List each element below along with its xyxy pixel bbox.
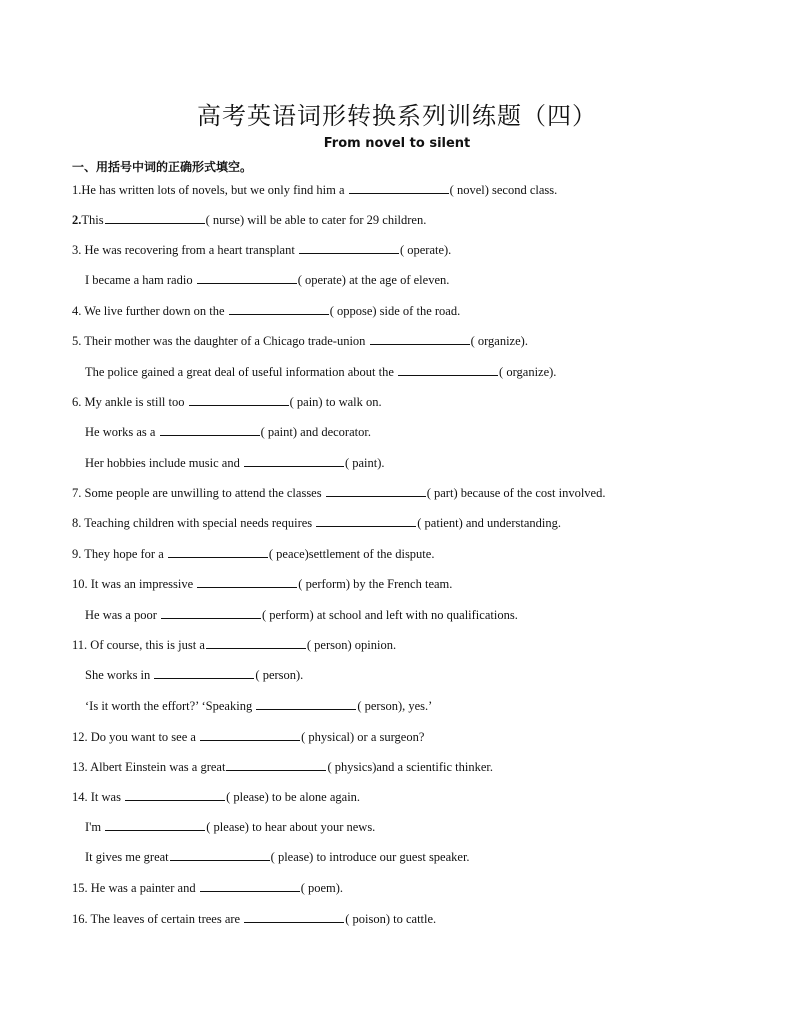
sentence-before-blank: Their mother was the daughter of a Chicago trade-union [84, 334, 369, 348]
question-number: 11. [72, 638, 91, 652]
sentence-after-blank: ( person), yes.’ [357, 699, 433, 713]
sentence-after-blank: ( person) opinion. [306, 638, 397, 652]
exercise-line [72, 303, 460, 319]
answer-blank[interactable] [105, 212, 205, 224]
sentence-before-blank: Some people are unwilling to attend the classes [84, 486, 325, 500]
sentence-before-blank: She works in [85, 668, 154, 682]
exercise-line [72, 212, 426, 228]
sentence-before-blank: It was an impressive [90, 577, 197, 591]
exercise-line [72, 789, 360, 805]
exercise-line [72, 333, 528, 349]
exercise-line [85, 272, 449, 288]
sentence-after-blank: ( please) to be alone again. [226, 790, 361, 804]
exercise-line [72, 515, 561, 531]
answer-blank[interactable] [370, 333, 470, 345]
sentence-before-blank: The leaves of certain trees are [90, 912, 244, 926]
sentence-after-blank: ( please) to introduce our guest speaker. [270, 850, 470, 864]
question-number: 9. [72, 547, 85, 561]
exercise-line [72, 911, 436, 927]
question-number: 6. [72, 395, 85, 409]
question-number: 7. [72, 486, 85, 500]
sentence-before-blank: ‘Is it worth the effort?’ ‘Speaking [85, 699, 256, 713]
page-subtitle: From novel to silent [323, 136, 471, 151]
answer-blank[interactable] [398, 364, 498, 376]
answer-blank[interactable] [244, 455, 344, 467]
question-number: 16. [72, 912, 91, 926]
exercise-line [85, 849, 470, 865]
sentence-after-blank: ( physics)and a scientific thinker. [327, 760, 494, 774]
exercise-line [72, 242, 451, 258]
sentence-after-blank: ( organize). [470, 334, 528, 348]
sentence-after-blank: ( oppose) side of the road. [329, 304, 461, 318]
sentence-before-blank: He was recovering from a heart transplant [84, 243, 298, 257]
sentence-after-blank: ( organize). [499, 365, 557, 379]
sentence-before-blank: They hope for a [84, 547, 167, 561]
answer-blank[interactable] [168, 546, 268, 558]
sentence-after-blank: ( poison) to cattle. [345, 912, 437, 926]
sentence-before-blank: He works as a [85, 425, 159, 439]
sentence-after-blank: ( peace)settlement of the dispute. [268, 547, 435, 561]
answer-blank[interactable] [349, 182, 449, 194]
sentence-before-blank: Do you want to see a [90, 730, 200, 744]
exercise-line [85, 364, 556, 380]
exercise-line [72, 546, 434, 562]
answer-blank[interactable] [206, 637, 306, 649]
answer-blank[interactable] [226, 759, 326, 771]
answer-blank[interactable] [125, 789, 225, 801]
sentence-after-blank: ( operate). [399, 243, 452, 257]
exercise-line [85, 455, 385, 471]
sentence-before-blank: We live further down on the [84, 304, 228, 318]
question-number: 12. [72, 730, 91, 744]
question-number: 3. [72, 243, 85, 257]
sentence-before-blank: I'm [85, 820, 105, 834]
sentence-before-blank: Of course, this is just a [90, 638, 205, 652]
exercise-line [72, 729, 424, 745]
sentence-after-blank: ( please) to hear about your news. [206, 820, 376, 834]
question-number: 15. [72, 881, 91, 895]
answer-blank[interactable] [154, 667, 254, 679]
exercise-line [72, 576, 452, 592]
exercise-line [85, 607, 518, 623]
answer-blank[interactable] [299, 242, 399, 254]
sentence-before-blank: The police gained a great deal of useful information about the [85, 365, 398, 379]
exercise-line [85, 424, 371, 440]
sentence-after-blank: ( nurse) will be able to cater for 29 children. [205, 213, 427, 227]
answer-blank[interactable] [170, 849, 270, 861]
answer-blank[interactable] [189, 394, 289, 406]
answer-blank[interactable] [256, 698, 356, 710]
question-number: 4. [72, 304, 85, 318]
sentence-before-blank: I became a ham radio [85, 273, 196, 287]
exercise-line [72, 637, 396, 653]
section-instruction: 一、用括号中词的正确形式填空。 [72, 160, 253, 174]
exercise-line [72, 182, 557, 198]
sentence-after-blank: ( paint) and decorator. [260, 425, 371, 439]
sentence-after-blank: ( poem). [300, 881, 344, 895]
answer-blank[interactable] [160, 424, 260, 436]
sentence-before-blank: My ankle is still too [84, 395, 188, 409]
answer-blank[interactable] [200, 880, 300, 892]
sentence-after-blank: ( operate) at the age of eleven. [297, 273, 450, 287]
answer-blank[interactable] [197, 272, 297, 284]
question-number: 8. [72, 516, 85, 530]
answer-blank[interactable] [197, 576, 297, 588]
exercise-line [72, 759, 493, 775]
sentence-after-blank: ( physical) or a surgeon? [301, 730, 425, 744]
sentence-before-blank: Teaching children with special needs requires [84, 516, 316, 530]
question-number: 13. [72, 760, 91, 774]
sentence-before-blank: Her hobbies include music and [85, 456, 243, 470]
exercise-line [72, 394, 382, 410]
exercise-line [85, 667, 303, 683]
answer-blank[interactable] [244, 911, 344, 923]
question-number: 2. [72, 213, 82, 227]
answer-blank[interactable] [200, 729, 300, 741]
sentence-after-blank: ( novel) second class. [449, 183, 558, 197]
answer-blank[interactable] [229, 303, 329, 315]
sentence-after-blank: ( person). [255, 668, 304, 682]
answer-blank[interactable] [161, 607, 261, 619]
sentence-after-blank: ( perform) at school and left with no qualifications. [261, 608, 518, 622]
question-number: 5. [72, 334, 85, 348]
sentence-before-blank: It was [90, 790, 125, 804]
question-number: 1. [72, 183, 82, 197]
sentence-after-blank: ( pain) to walk on. [289, 395, 382, 409]
question-number: 10. [72, 577, 91, 591]
sentence-before-blank: It gives me great [85, 850, 169, 864]
answer-blank[interactable] [326, 485, 426, 497]
page-title: 高考英语词形转换系列训练题（四） [197, 102, 597, 130]
sentence-before-blank: He was a painter and [90, 881, 199, 895]
sentence-before-blank: He was a poor [85, 608, 160, 622]
answer-blank[interactable] [105, 819, 205, 831]
sentence-before-blank: Albert Einstein was a great [90, 760, 226, 774]
answer-blank[interactable] [316, 515, 416, 527]
sentence-after-blank: ( part) because of the cost involved. [426, 486, 606, 500]
sentence-after-blank: ( patient) and understanding. [417, 516, 561, 530]
exercise-line [72, 485, 605, 501]
sentence-after-blank: ( perform) by the French team. [298, 577, 453, 591]
exercise-line [72, 880, 343, 896]
exercise-line [85, 698, 432, 714]
sentence-before-blank: He has written lots of novels, but we only find him a [81, 183, 348, 197]
sentence-before-blank: This [81, 213, 104, 227]
exercise-line [85, 819, 375, 835]
question-number: 14. [72, 790, 91, 804]
sentence-after-blank: ( paint). [344, 456, 385, 470]
